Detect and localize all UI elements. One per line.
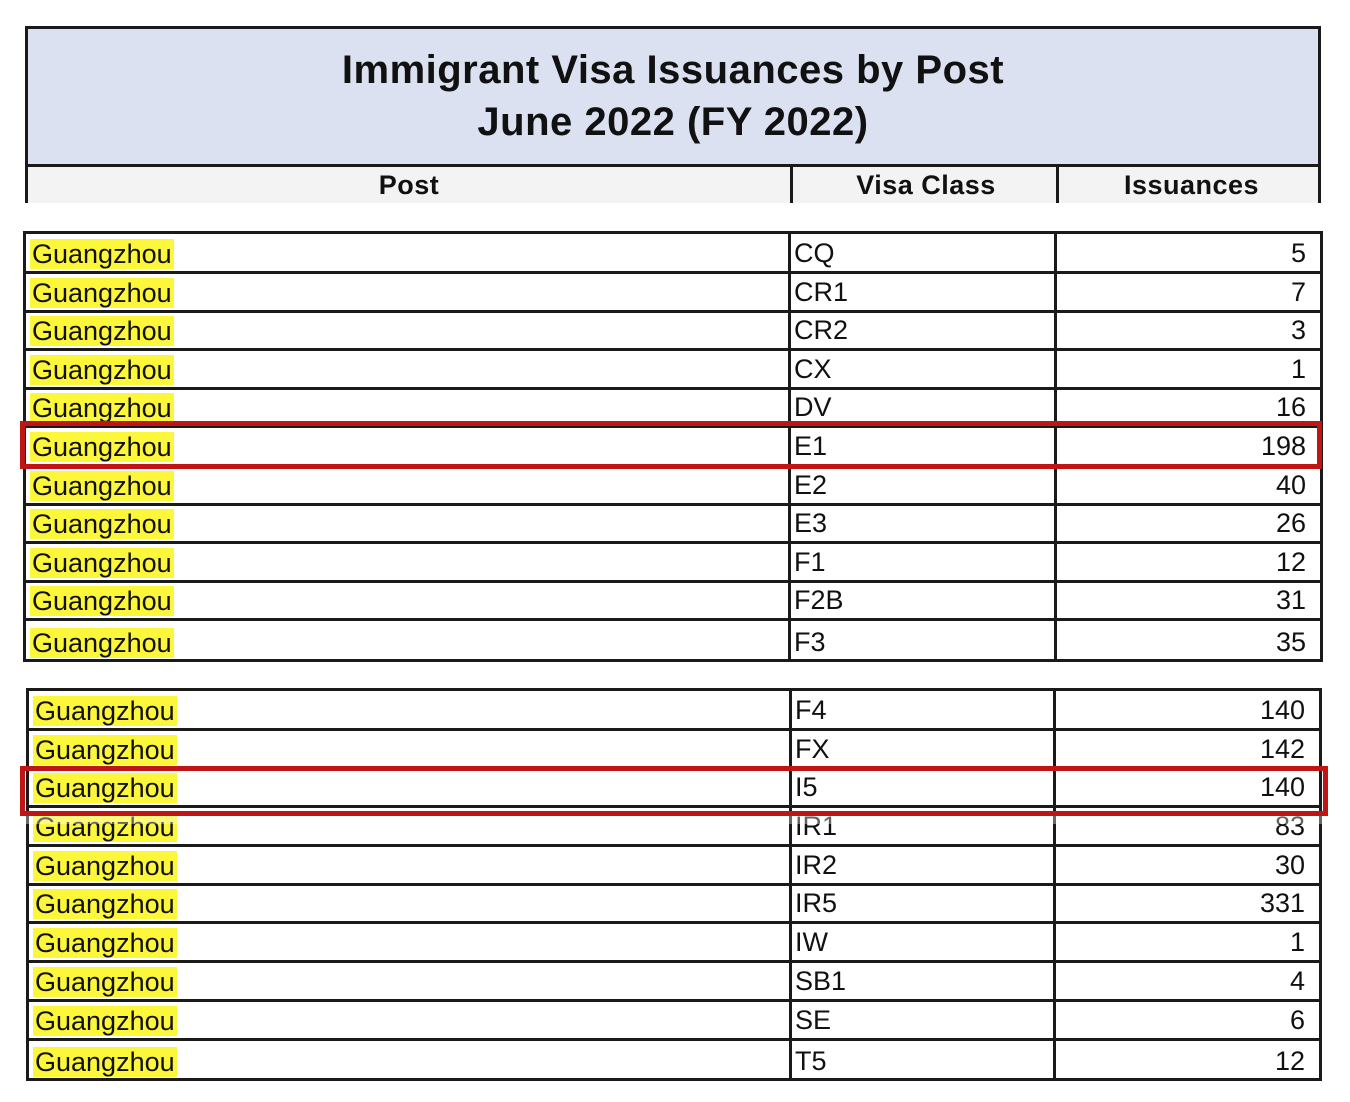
issuances-cell: 12 xyxy=(1274,1046,1305,1077)
report-header xyxy=(25,26,1321,203)
post-name: Guangzhou xyxy=(35,773,175,804)
visa-class-cell: FX xyxy=(795,733,830,764)
issuances-cell: 83 xyxy=(1274,811,1305,842)
table-row xyxy=(29,1041,1319,1080)
post-name: Guangzhou xyxy=(32,509,172,540)
visa-class-cell: CR1 xyxy=(794,276,849,307)
visa-class-cell: E1 xyxy=(794,430,828,461)
post-cell xyxy=(30,583,174,619)
post-name: Guangzhou xyxy=(32,239,172,269)
table-row xyxy=(26,274,1320,313)
column-header-visa-class: Visa Class xyxy=(790,167,1059,203)
table-row xyxy=(26,428,1320,467)
table-row xyxy=(26,506,1320,545)
post-cell xyxy=(33,925,177,961)
post-name: Guangzhou xyxy=(35,850,175,881)
post-cell xyxy=(30,467,174,503)
table-row xyxy=(29,731,1319,770)
visa-class-cell: CQ xyxy=(794,238,835,268)
issuances-cell: 142 xyxy=(1259,733,1305,764)
report-subtitle: June 2022 (FY 2022) xyxy=(477,100,869,144)
issuances-cell: 198 xyxy=(1260,430,1306,461)
post-cell xyxy=(30,234,174,271)
post-cell xyxy=(33,770,177,806)
issuances-cell: 16 xyxy=(1275,392,1306,423)
issuances-cell: 6 xyxy=(1289,1004,1305,1035)
visa-class-cell: DV xyxy=(794,392,832,423)
post-name: Guangzhou xyxy=(32,470,172,501)
post-cell xyxy=(33,847,177,883)
post-name: Guangzhou xyxy=(32,431,172,462)
post-name: Guangzhou xyxy=(35,966,175,997)
post-cell xyxy=(33,963,177,999)
visa-class-cell: IR1 xyxy=(795,811,838,842)
post-name: Guangzhou xyxy=(32,547,172,578)
table-row xyxy=(29,963,1319,1002)
post-cell xyxy=(33,731,177,767)
post-cell xyxy=(30,274,174,310)
visa-class-cell: CR2 xyxy=(794,315,849,346)
issuances-cell: 40 xyxy=(1275,469,1306,500)
visa-class-cell: I5 xyxy=(795,772,818,803)
issuances-cell: 31 xyxy=(1275,585,1306,616)
visa-class-cell: IW xyxy=(795,927,828,958)
issuances-cell: 7 xyxy=(1290,276,1306,307)
post-cell xyxy=(30,313,174,349)
post-cell xyxy=(30,351,174,387)
issuances-cell: 26 xyxy=(1275,508,1306,539)
issuances-cell: 5 xyxy=(1290,238,1306,268)
table-row xyxy=(26,544,1320,583)
table-row xyxy=(29,847,1319,886)
post-cell xyxy=(30,428,174,464)
column-header-issuances: Issuances xyxy=(1056,167,1324,203)
post-name: Guangzhou xyxy=(32,586,172,617)
table-row xyxy=(29,770,1319,809)
issuances-cell: 140 xyxy=(1259,695,1305,725)
issuances-cell: 4 xyxy=(1289,965,1305,996)
post-cell xyxy=(30,390,174,426)
visa-class-cell: F2B xyxy=(794,585,844,616)
issuances-cell: 1 xyxy=(1290,353,1306,384)
post-name: Guangzhou xyxy=(32,277,172,308)
post-name: Guangzhou xyxy=(35,1005,175,1036)
table-row xyxy=(29,1002,1319,1041)
visa-class-cell: IR2 xyxy=(795,849,838,880)
table-row xyxy=(26,467,1320,506)
post-cell xyxy=(33,1041,177,1080)
post-name: Guangzhou xyxy=(32,393,172,424)
table-row xyxy=(26,313,1320,352)
visa-class-cell: IR5 xyxy=(795,888,838,919)
report-title: Immigrant Visa Issuances by Post xyxy=(341,48,1005,92)
post-cell xyxy=(33,886,177,922)
table-row xyxy=(26,583,1320,622)
post-name: Guangzhou xyxy=(35,1047,175,1078)
visa-class-cell: SE xyxy=(795,1004,832,1035)
column-header-post: Post xyxy=(378,170,440,200)
issuances-cell: 3 xyxy=(1290,315,1306,346)
post-cell xyxy=(33,1002,177,1038)
post-name: Guangzhou xyxy=(32,354,172,385)
table-row xyxy=(26,621,1320,660)
post-name: Guangzhou xyxy=(35,889,175,920)
visa-class-cell: F3 xyxy=(794,626,826,657)
column-header-row xyxy=(28,164,1318,203)
table-row xyxy=(26,351,1320,390)
visa-class-cell: F4 xyxy=(795,695,827,725)
post-name: Guangzhou xyxy=(35,696,175,726)
visa-class-cell: E3 xyxy=(794,508,828,539)
visa-class-cell: CX xyxy=(794,353,832,384)
post-name: Guangzhou xyxy=(32,316,172,347)
post-cell xyxy=(30,506,174,542)
issuances-cell: 12 xyxy=(1275,546,1306,577)
post-cell xyxy=(30,621,174,660)
post-name: Guangzhou xyxy=(32,627,172,658)
table-row xyxy=(29,925,1319,964)
table-block-2 xyxy=(26,688,1322,1081)
visa-class-cell: F1 xyxy=(794,546,826,577)
table-row xyxy=(26,234,1320,274)
issuances-cell: 30 xyxy=(1274,849,1305,880)
post-cell xyxy=(33,691,177,728)
post-name: Guangzhou xyxy=(35,812,175,843)
issuances-cell: 140 xyxy=(1259,772,1305,803)
visa-class-cell: T5 xyxy=(795,1046,827,1077)
issuances-cell: 1 xyxy=(1289,927,1305,958)
issuances-cell: 331 xyxy=(1259,888,1305,919)
post-cell xyxy=(30,544,174,580)
visa-class-cell: E2 xyxy=(794,469,828,500)
issuances-cell: 35 xyxy=(1275,626,1306,657)
post-name: Guangzhou xyxy=(35,734,175,765)
post-name: Guangzhou xyxy=(35,928,175,959)
table-row xyxy=(29,886,1319,925)
table-row xyxy=(26,390,1320,429)
table-row xyxy=(29,691,1319,731)
table-block-1 xyxy=(23,231,1323,662)
cropped-row-overlay xyxy=(22,814,1322,824)
visa-class-cell: SB1 xyxy=(795,965,847,996)
